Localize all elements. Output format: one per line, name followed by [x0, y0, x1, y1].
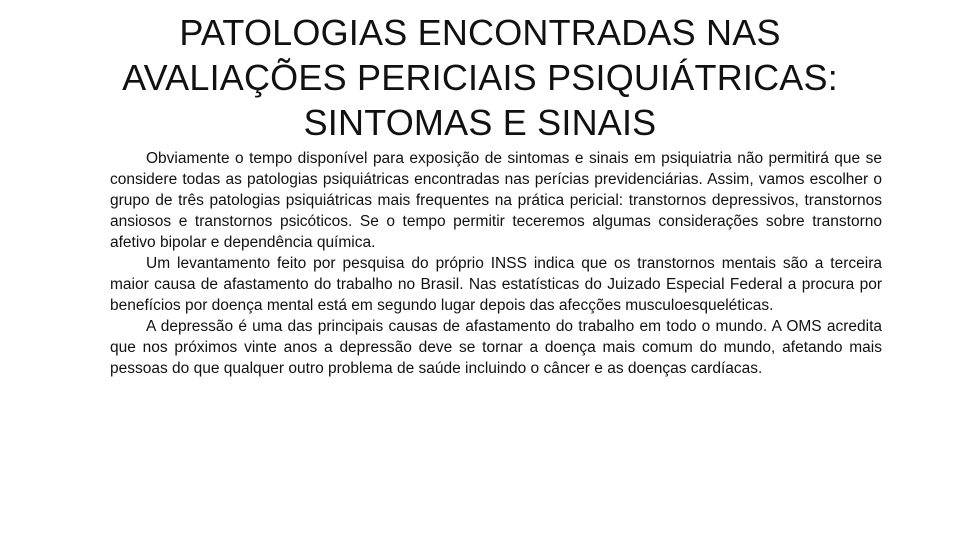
paragraph-levantamento-inss: Um levantamento feito por pesquisa do próprio INSS indica que os transtornos mentais são a terceira maior causa de afastamento do trabalho no Brasil. Nas estatísticas do Juizado Especial Federal a procura por benefícios por doença mental está em segundo lugar depois das afecções musculoesqueléticas.	[110, 255, 882, 314]
paragraph-tempo-disponivel: Obviamente o tempo disponível para exposição de sintomas e sinais em psiquiatria não permitirá que se considere todas as patologias psiquiátricas encontradas nas perícias previdenciárias. Assim, vamos escolher o grupo de três patologias psiquiátricas mais frequentes na prática pericial: transtornos depressivos, transtornos ansiosos e transtornos psicóticos. Se o tempo permitir teceremos algumas considerações sobre transtorno afetivo bipolar e dependência química.	[110, 150, 882, 251]
paragraph-depressao-oms: A depressão é uma das principais causas de afastamento do trabalho em todo o mundo. A OMS acredita que nos próximos vinte anos a depressão deve se tornar a doença mais comum do mundo, afetando mais pessoas do que qualquer outro problema de saúde incluindo o câncer e as doenças cardíacas.	[110, 318, 882, 377]
title-line-2: AVALIAÇÕES PERICIAIS PSIQUIÁTRICAS:	[122, 57, 838, 98]
title-line-1: PATOLOGIAS ENCONTRADAS NAS	[179, 12, 781, 53]
slide-title	[100, 10, 860, 145]
slide-body	[110, 148, 882, 379]
title-line-3: SINTOMAS E SINAIS	[303, 102, 657, 143]
